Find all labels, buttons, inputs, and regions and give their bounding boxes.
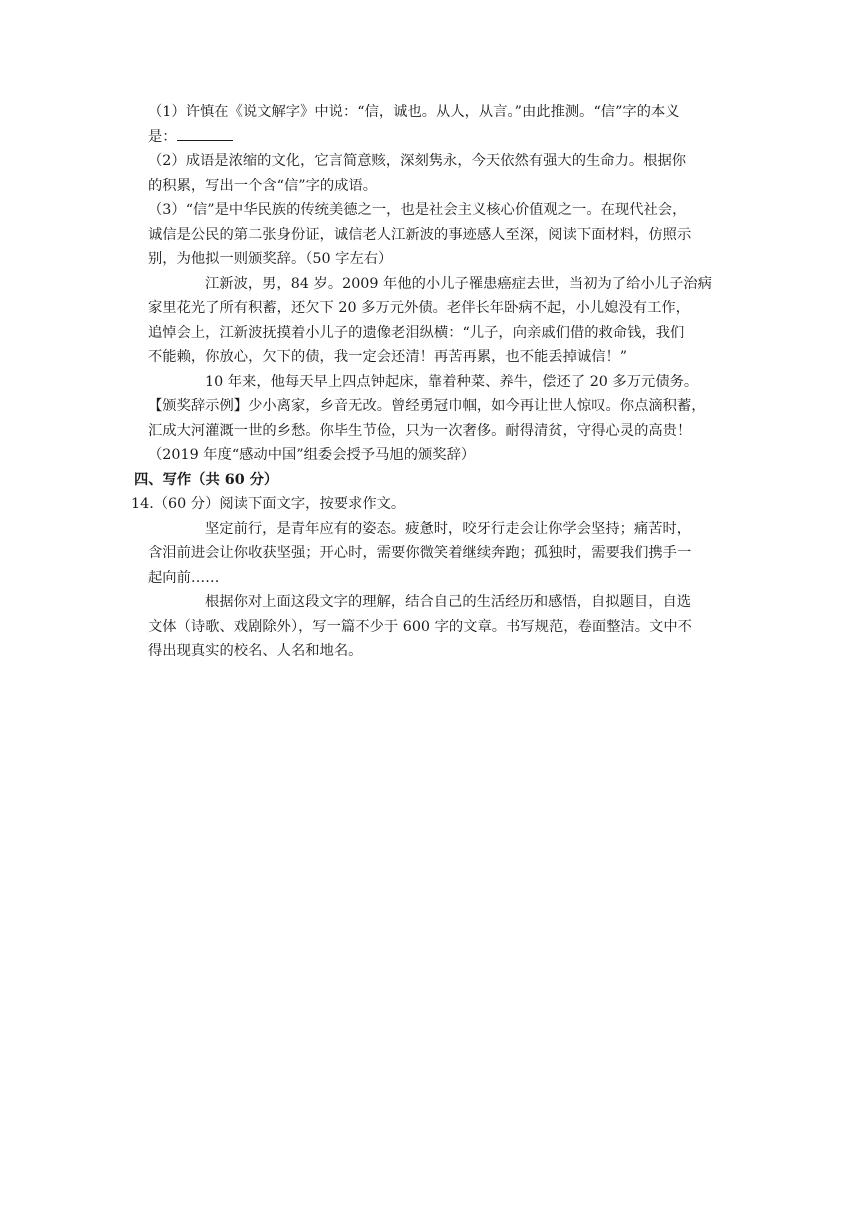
material-para-1-line-1: 江新波，男，84 岁。2009 年他的小儿子罹患癌症去世，当初为了给小儿子治病	[205, 275, 712, 292]
question-2-line-2: 的积累，写出一个含“信”字的成语。	[148, 177, 378, 194]
question-3-line-1: （3）“信”是中华民族的传统美德之一，也是社会主义核心价值观之一。在现代社会，	[148, 202, 687, 218]
question-2-line-1: （2）成语是浓缩的文化，它言简意赅，深刻隽永，今天依然有强大的生命力。根据你	[148, 153, 687, 169]
material-para-1-line-4: 不能赖，你放心，欠下的债，我一定会还清！再苦再累，也不能丢掉诚信！”	[148, 349, 628, 365]
question-14-para-1-line-1: 坚定前行，是青年应有的姿态。疲惫时，咬牙行走会让你学会坚持；痛苦时，	[205, 520, 692, 537]
material-para-1-line-2: 家里花光了所有积蓄，还欠下 20 多万元外债。老伴长年卧病不起，小儿媳没有工作，	[148, 300, 690, 316]
question-14-para-2-line-1: 根据你对上面这段文字的理解，结合自己的生活经历和感悟，自拟题目，自选	[205, 594, 692, 610]
example-line-3: （2019 年度“感动中国”组委会授予马旭的颁奖辞）	[148, 447, 476, 463]
question-14-head: 14.（60 分）阅读下面文字，按要求作文。	[131, 496, 406, 512]
example-line-2: 汇成大河灌溉一世的乡愁。你毕生节俭，只为一次奢侈。耐得清贫，守得心灵的高贵！	[148, 422, 692, 439]
document-content	[131, 100, 736, 664]
section-4-title: 四、写作（共 60 分）	[134, 471, 279, 488]
example-line-1: 【颁奖辞示例】少小离家，乡音无改。曾经勇冠巾帼，如今再让世人惊叹。你点滴积蓄，	[148, 398, 706, 414]
material-para-1-line-3: 追悼会上，江新波抚摸着小儿子的遗像老泪纵横：“儿子，向亲戚们借的救命钱，我们	[148, 324, 685, 341]
question-3-line-2: 诚信是公民的第二张身份证，诚信老人江新波的事迹感人至深，阅读下面材料，仿照示	[148, 226, 692, 243]
question-14-para-1-line-2: 含泪前进会让你收获坚强；开心时，需要你微笑着继续奔跑；孤独时，需要我们携手一	[148, 545, 692, 561]
question-1-line-1: （1）许慎在《说文解字》中说：“信，诚也。从人，从言。”由此推测。“信”字的本义	[148, 104, 680, 120]
material-para-2: 10 年来，他每天早上四点钟起床，靠着种菜、养牛，偿还了 20 多万元债务。	[205, 373, 699, 390]
question-14-para-2-line-2: 文体（诗歌、戏剧除外），写一篇不少于 600 字的文章。书写规范，卷面整洁。文中不	[148, 618, 692, 635]
question-1-line-2: 是：	[148, 125, 736, 150]
question-3-line-3: 别，为他拟一则颁奖辞。（50 字左右）	[148, 251, 393, 267]
answer-blank[interactable]	[177, 126, 233, 141]
question-14-para-1-line-3: 起向前……	[148, 569, 220, 586]
question-14-para-2-line-3: 得出现真实的校名、人名和地名。	[148, 643, 363, 659]
